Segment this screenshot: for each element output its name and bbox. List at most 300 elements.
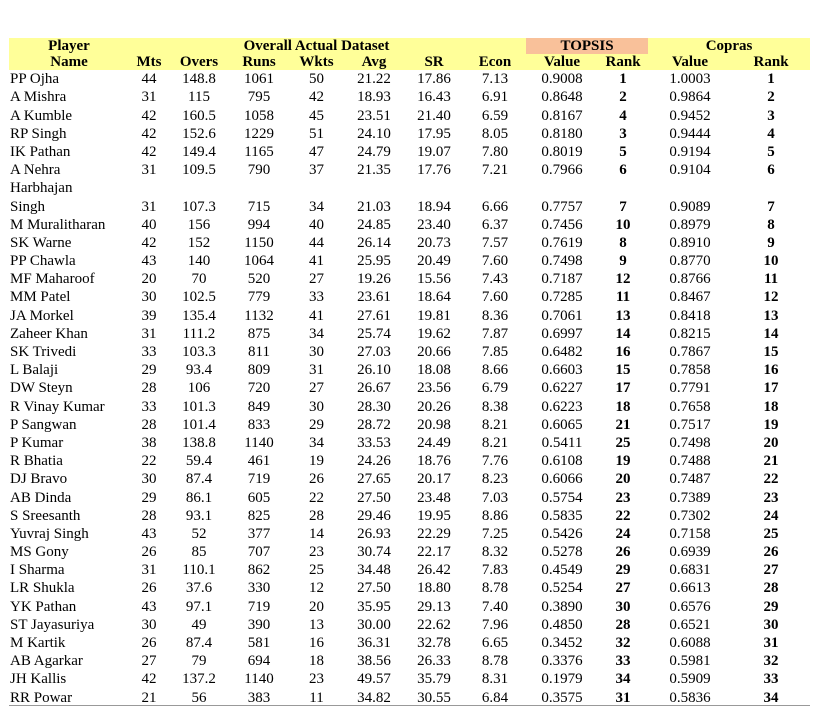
cell-wkts: 13 — [309, 616, 324, 633]
table-row — [9, 597, 810, 615]
cell-econ: 7.60 — [481, 289, 509, 306]
cell-sr: 18.08 — [417, 362, 451, 379]
cell-name: S Sreesanth — [10, 507, 81, 524]
cell-copras-value: 0.8467 — [669, 289, 711, 306]
cell-name: DJ Bravo — [10, 471, 68, 488]
cell-avg: 25.74 — [357, 325, 391, 342]
cell-copras-rank: 10 — [763, 253, 779, 270]
cell-econ: 6.59 — [481, 107, 509, 124]
cell-wkts: 30 — [309, 344, 324, 360]
cell-overs: 97.1 — [185, 598, 213, 615]
cell-avg: 24.85 — [357, 216, 391, 233]
cell-topsis-value: 0.6223 — [541, 398, 583, 415]
cell-mts — [129, 179, 169, 197]
cell-mts: 20 — [141, 271, 157, 288]
cell-topsis-rank: 28 — [615, 616, 631, 633]
cell-sr: 15.56 — [417, 271, 451, 288]
cell-overs: 56 — [191, 689, 207, 706]
cell-runs: 461 — [247, 453, 271, 470]
cell-topsis-rank: 9 — [619, 253, 627, 270]
cell-econ: 8.78 — [481, 653, 509, 670]
cell-topsis-value: 0.7061 — [541, 307, 583, 324]
cell-sr: 32.78 — [417, 635, 451, 651]
cell-mts: 30 — [141, 289, 157, 306]
cell-copras-value: 0.7517 — [669, 416, 711, 433]
cell-name: RR Powar — [10, 689, 73, 706]
cell-topsis-rank: 18 — [615, 398, 631, 415]
cell-topsis-value: 0.3890 — [541, 598, 583, 615]
cell-mts: 33 — [141, 344, 157, 360]
cell-avg: 21.03 — [357, 198, 391, 215]
cell-overs: 70 — [191, 271, 207, 288]
cell-econ: 7.85 — [481, 344, 509, 360]
cell-avg: 28.72 — [357, 416, 391, 433]
cell-name: AB Dinda — [10, 489, 72, 506]
cell-mts: 43 — [141, 253, 157, 270]
cell-copras-value — [648, 179, 732, 197]
cell-avg: 19.26 — [357, 271, 391, 288]
cell-wkts: 47 — [309, 143, 324, 160]
cell-copras-value: 0.8910 — [669, 234, 711, 251]
cell-name: SK Trivedi — [10, 344, 77, 360]
cell-runs: 707 — [247, 544, 271, 561]
cell-copras-value: 0.6613 — [669, 580, 711, 597]
table-row — [9, 507, 810, 525]
cell-topsis-value: 0.5754 — [541, 489, 583, 506]
cell-mts: 29 — [141, 489, 157, 506]
cell-copras-value: 0.8766 — [669, 271, 711, 288]
cell-topsis-rank: 17 — [615, 380, 631, 397]
cell-topsis-value: 0.8019 — [541, 143, 583, 160]
cell-copras-rank: 16 — [763, 362, 779, 379]
cell-overs: 160.5 — [182, 107, 216, 124]
cell-wkts: 16 — [309, 635, 324, 651]
cell-runs: 390 — [247, 616, 271, 633]
cell-mts: 26 — [141, 580, 157, 597]
cell-econ: 7.76 — [481, 453, 509, 470]
cell-mts: 42 — [141, 125, 157, 142]
cell-econ: 7.25 — [481, 525, 509, 542]
cell-econ: 8.86 — [481, 507, 509, 524]
cell-wkts: 44 — [309, 234, 324, 251]
cell-avg: 26.14 — [357, 234, 391, 251]
cell-wkts: 40 — [309, 216, 324, 233]
cell-mts: 42 — [141, 234, 157, 251]
cell-runs: 715 — [247, 198, 271, 215]
cell-copras-rank: 2 — [767, 89, 775, 106]
cell-name: PP Chawla — [10, 253, 76, 270]
cell-econ: 8.31 — [481, 671, 509, 688]
cell-overs: 138.8 — [182, 434, 216, 451]
cell-mts: 43 — [141, 525, 157, 542]
cell-sr: 21.40 — [417, 107, 451, 124]
cell-sr: 17.86 — [417, 71, 451, 88]
cell-overs: 137.2 — [182, 671, 216, 688]
cell-econ: 7.60 — [481, 253, 509, 270]
cell-mts: 30 — [141, 471, 157, 488]
cell-avg: 27.50 — [357, 580, 391, 597]
cell-name: JA Morkel — [10, 307, 74, 324]
cell-wkts: 33 — [309, 289, 324, 306]
table-row — [9, 688, 810, 706]
cell-topsis-value: 0.3452 — [541, 635, 583, 651]
col-sr: SR — [404, 54, 464, 70]
cell-mts: 38 — [141, 434, 157, 451]
cell-topsis-rank: 12 — [615, 271, 631, 288]
cell-topsis-rank: 21 — [615, 416, 631, 433]
table-row — [9, 616, 810, 634]
cell-overs: 152.6 — [182, 125, 216, 142]
cell-econ: 7.57 — [481, 234, 509, 251]
cell-topsis-rank: 31 — [615, 689, 631, 706]
cell-copras-value: 0.6576 — [669, 598, 711, 615]
cell-mts: 27 — [141, 653, 157, 670]
cell-wkts: 22 — [309, 489, 324, 506]
cell-topsis-rank: 22 — [615, 507, 631, 524]
cell-name: MM Patel — [10, 289, 71, 306]
cell-name: A Mishra — [10, 89, 67, 106]
cell-overs — [169, 179, 229, 197]
cell-name: MS Gony — [10, 544, 69, 561]
table-row — [9, 343, 810, 361]
cell-sr: 18.64 — [417, 289, 451, 306]
cell-wkts: 28 — [309, 507, 324, 524]
cell-name: PP Ojha — [10, 71, 60, 88]
cell-copras-rank: 23 — [763, 489, 779, 506]
cell-sr: 19.62 — [417, 325, 451, 342]
cell-runs: 1229 — [244, 125, 274, 142]
cell-topsis-rank: 5 — [619, 143, 627, 160]
cell-copras-rank: 14 — [763, 325, 779, 342]
cell-overs: 148.8 — [182, 71, 216, 88]
cell-name: R Bhatia — [10, 453, 63, 470]
table-row — [9, 106, 810, 124]
cell-sr: 20.73 — [417, 234, 451, 251]
cell-econ: 8.66 — [481, 362, 509, 379]
cell-copras-value: 0.8979 — [669, 216, 711, 233]
cell-avg — [344, 179, 404, 197]
cell-avg: 23.61 — [357, 289, 391, 306]
cell-name: YK Pathan — [10, 598, 77, 615]
cell-econ: 6.65 — [481, 635, 509, 651]
cell-avg: 24.10 — [357, 125, 391, 142]
cell-mts: 42 — [141, 143, 157, 160]
cell-topsis-value: 0.8180 — [541, 125, 583, 142]
table-row — [9, 397, 810, 415]
cell-runs: 520 — [247, 271, 271, 288]
table-row — [9, 143, 810, 161]
cell-econ: 7.21 — [481, 162, 509, 179]
cell-copras-value: 0.6088 — [669, 635, 711, 651]
cell-mts: 44 — [141, 71, 157, 88]
table-row — [9, 161, 810, 179]
cell-copras-value: 0.5981 — [669, 653, 711, 670]
table-row — [9, 434, 810, 452]
cell-sr: 22.17 — [417, 544, 451, 561]
table-row — [9, 234, 810, 252]
cell-overs: 102.5 — [182, 289, 216, 306]
cell-econ — [464, 179, 526, 197]
cell-mts: 21 — [141, 689, 157, 706]
cell-copras-rank: 15 — [763, 344, 779, 360]
cell-copras-rank: 30 — [763, 616, 779, 633]
cell-copras-value: 0.7488 — [669, 453, 711, 470]
cell-topsis-value: 0.5278 — [541, 544, 583, 561]
cell-sr: 24.49 — [417, 434, 451, 451]
cell-wkts: 51 — [309, 125, 324, 142]
cell-sr: 20.26 — [417, 398, 451, 415]
cell-avg: 34.82 — [357, 689, 391, 706]
cell-avg: 27.61 — [357, 307, 391, 324]
cell-runs: 605 — [247, 489, 271, 506]
cell-econ: 8.32 — [481, 544, 509, 561]
cell-name: P Sangwan — [10, 416, 77, 433]
col-avg: Avg — [344, 54, 404, 70]
cell-sr: 19.95 — [417, 507, 451, 524]
cell-topsis-value: 0.5411 — [541, 434, 583, 451]
cell-copras-rank: 12 — [763, 289, 779, 306]
header-spacer — [404, 38, 464, 54]
cell-runs: 862 — [247, 562, 271, 579]
cell-topsis-rank: 3 — [619, 125, 627, 142]
cell-topsis-value: 0.5835 — [541, 507, 583, 524]
cell-wkts: 50 — [309, 71, 324, 88]
cell-mts: 28 — [141, 416, 157, 433]
cell-name: Harbhajan — [10, 180, 73, 197]
cell-avg: 29.46 — [357, 507, 391, 524]
cell-name: Singh — [10, 198, 46, 215]
cell-copras-rank: 5 — [767, 143, 775, 160]
cell-topsis-value: 0.3575 — [541, 689, 583, 706]
cell-copras-rank: 27 — [763, 562, 779, 579]
cell-overs: 109.5 — [182, 162, 216, 179]
cell-sr: 23.40 — [417, 216, 451, 233]
cell-wkts: 25 — [309, 562, 324, 579]
topsis-header: TOPSIS — [526, 38, 648, 54]
cell-runs: 1132 — [244, 307, 274, 324]
cell-runs: 694 — [247, 653, 271, 670]
cell-overs: 85 — [191, 544, 207, 561]
cell-wkts: 37 — [309, 162, 324, 179]
cell-econ: 6.37 — [481, 216, 509, 233]
cell-name: LR Shukla — [10, 580, 75, 597]
cell-copras-value: 0.7498 — [669, 434, 711, 451]
cell-runs: 1061 — [244, 71, 274, 88]
cell-econ: 7.83 — [481, 562, 509, 579]
cell-topsis-rank — [598, 179, 648, 197]
cell-runs: 581 — [247, 635, 271, 651]
cell-copras-value: 0.7302 — [669, 507, 711, 524]
cell-wkts: 26 — [309, 471, 324, 488]
cell-topsis-value: 0.5426 — [541, 525, 583, 542]
col-mts: Mts — [129, 54, 169, 70]
cell-overs: 103.3 — [182, 344, 216, 360]
cell-sr: 30.55 — [417, 689, 451, 706]
cell-econ: 8.38 — [481, 398, 509, 415]
col-runs: Runs — [229, 54, 289, 70]
cell-topsis-value: 0.7757 — [541, 198, 583, 215]
cell-overs: 152 — [187, 234, 211, 251]
cell-overs: 87.4 — [185, 471, 213, 488]
cell-wkts: 20 — [309, 598, 324, 615]
cell-topsis-rank: 13 — [615, 307, 631, 324]
table-row — [9, 452, 810, 470]
table-row — [9, 252, 810, 270]
cell-sr: 23.48 — [417, 489, 451, 506]
cell-mts: 43 — [141, 598, 157, 615]
cell-topsis-rank: 30 — [615, 598, 631, 615]
cell-overs: 106 — [187, 380, 211, 397]
cell-econ: 7.80 — [481, 143, 509, 160]
cell-copras-rank: 7 — [767, 198, 775, 215]
cell-econ: 7.40 — [481, 598, 509, 615]
cell-mts: 33 — [141, 398, 157, 415]
table-row — [9, 306, 810, 324]
cell-mts: 40 — [141, 216, 157, 233]
table-row — [9, 325, 810, 343]
cell-topsis-value: 0.6482 — [541, 344, 583, 360]
cell-avg: 34.48 — [357, 562, 391, 579]
cell-topsis-value: 0.7187 — [541, 271, 583, 288]
cell-overs: 59.4 — [185, 453, 213, 470]
table-row — [9, 561, 810, 579]
cell-runs: 1165 — [244, 143, 274, 160]
cell-runs: 833 — [247, 416, 271, 433]
cell-topsis-rank: 23 — [615, 489, 631, 506]
cell-avg: 26.10 — [357, 362, 391, 379]
cell-topsis-value: 0.5254 — [541, 580, 583, 597]
cell-mts: 29 — [141, 362, 157, 379]
cell-copras-rank: 24 — [763, 507, 779, 524]
cell-topsis-rank: 24 — [615, 525, 631, 542]
cell-copras-rank: 8 — [767, 216, 775, 233]
cell-copras-rank: 3 — [767, 107, 775, 124]
cell-copras-value: 0.6521 — [669, 616, 711, 633]
cell-sr: 26.33 — [417, 653, 451, 670]
cell-avg: 36.31 — [357, 635, 391, 651]
cell-overs: 149.4 — [182, 143, 216, 160]
cell-wkts — [289, 179, 344, 197]
cell-copras-rank: 18 — [763, 398, 779, 415]
table-row — [9, 70, 810, 88]
cell-wkts: 12 — [309, 580, 324, 597]
header-spacer — [169, 38, 229, 54]
cell-wkts: 29 — [309, 416, 324, 433]
cell-avg: 24.26 — [357, 453, 391, 470]
cell-copras-rank: 26 — [763, 544, 779, 561]
cell-sr: 26.42 — [417, 562, 451, 579]
cell-runs: 1058 — [244, 107, 274, 124]
cell-mts: 26 — [141, 635, 157, 651]
table-row — [9, 361, 810, 379]
table-row — [9, 634, 810, 652]
col-name: Name — [9, 54, 129, 70]
cell-runs: 1150 — [244, 234, 274, 251]
bottom-rule — [9, 705, 810, 706]
cell-topsis-value: 0.7498 — [541, 253, 583, 270]
cell-copras-rank: 20 — [763, 434, 779, 451]
header-spacer — [464, 38, 526, 54]
col-econ: Econ — [464, 54, 526, 70]
cell-sr: 35.79 — [417, 671, 451, 688]
col-copras-rank: Rank — [732, 54, 810, 70]
cell-avg: 30.74 — [357, 544, 391, 561]
player-header: Player — [9, 38, 129, 54]
cell-name: R Vinay Kumar — [10, 398, 105, 415]
cell-runs: 809 — [247, 362, 271, 379]
cell-econ: 7.87 — [481, 325, 509, 342]
cell-copras-rank: 19 — [763, 416, 779, 433]
cell-avg: 21.35 — [357, 162, 391, 179]
cell-topsis-rank: 15 — [615, 362, 631, 379]
cell-name: Yuvraj Singh — [10, 525, 89, 542]
cell-avg: 23.51 — [357, 107, 391, 124]
cell-mts: 31 — [141, 89, 157, 106]
cell-copras-value: 0.8418 — [669, 307, 711, 324]
cell-runs: 849 — [247, 398, 271, 415]
cell-topsis-value: 0.6065 — [541, 416, 583, 433]
cell-copras-rank: 29 — [763, 598, 779, 615]
cell-topsis-rank: 11 — [615, 289, 631, 306]
cell-overs: 107.3 — [182, 198, 216, 215]
col-topsis-rank: Rank — [598, 54, 648, 70]
cell-econ: 8.36 — [481, 307, 509, 324]
cell-runs: 795 — [247, 89, 271, 106]
cell-topsis-value: 0.7966 — [541, 162, 583, 179]
cell-copras-value: 0.6831 — [669, 562, 711, 579]
col-copras-value: Value — [648, 54, 732, 70]
cell-copras-value: 0.6939 — [669, 544, 711, 561]
table-row — [9, 543, 810, 561]
cell-wkts: 31 — [309, 362, 324, 379]
cell-overs: 93.4 — [185, 362, 213, 379]
dataset-header: Overall Actual Dataset — [229, 38, 404, 54]
cell-copras-rank: 31 — [763, 635, 779, 651]
cell-runs — [229, 179, 289, 197]
cell-copras-value: 0.7791 — [669, 380, 711, 397]
cell-topsis-value: 0.3376 — [541, 653, 583, 670]
cell-mts: 28 — [141, 380, 157, 397]
cell-wkts: 41 — [309, 307, 324, 324]
cell-wkts: 34 — [309, 198, 324, 215]
cell-topsis-value: 0.6997 — [541, 325, 583, 342]
cell-overs: 101.3 — [182, 398, 216, 415]
cell-avg: 38.56 — [357, 653, 391, 670]
cell-topsis-rank: 26 — [615, 544, 631, 561]
cell-topsis-value: 0.6066 — [541, 471, 583, 488]
cell-topsis-rank: 20 — [615, 471, 631, 488]
cell-wkts: 41 — [309, 253, 324, 270]
table-row — [9, 216, 810, 234]
cell-wkts: 27 — [309, 271, 324, 288]
table-row — [9, 379, 810, 397]
cell-topsis-rank: 27 — [615, 580, 631, 597]
cell-copras-rank: 21 — [763, 453, 779, 470]
cell-wkts: 23 — [309, 671, 324, 688]
table-row — [9, 197, 810, 215]
cell-runs: 330 — [247, 580, 271, 597]
cell-overs: 156 — [187, 216, 211, 233]
cell-copras-value: 0.7487 — [669, 471, 711, 488]
cell-avg: 28.30 — [357, 398, 391, 415]
cell-overs: 79 — [191, 653, 207, 670]
cell-sr: 20.17 — [417, 471, 451, 488]
cell-mts: 31 — [141, 162, 157, 179]
cell-econ: 7.13 — [481, 71, 509, 88]
cell-econ: 6.79 — [481, 380, 509, 397]
cell-copras-rank: 32 — [763, 653, 779, 670]
cell-wkts: 27 — [309, 380, 324, 397]
